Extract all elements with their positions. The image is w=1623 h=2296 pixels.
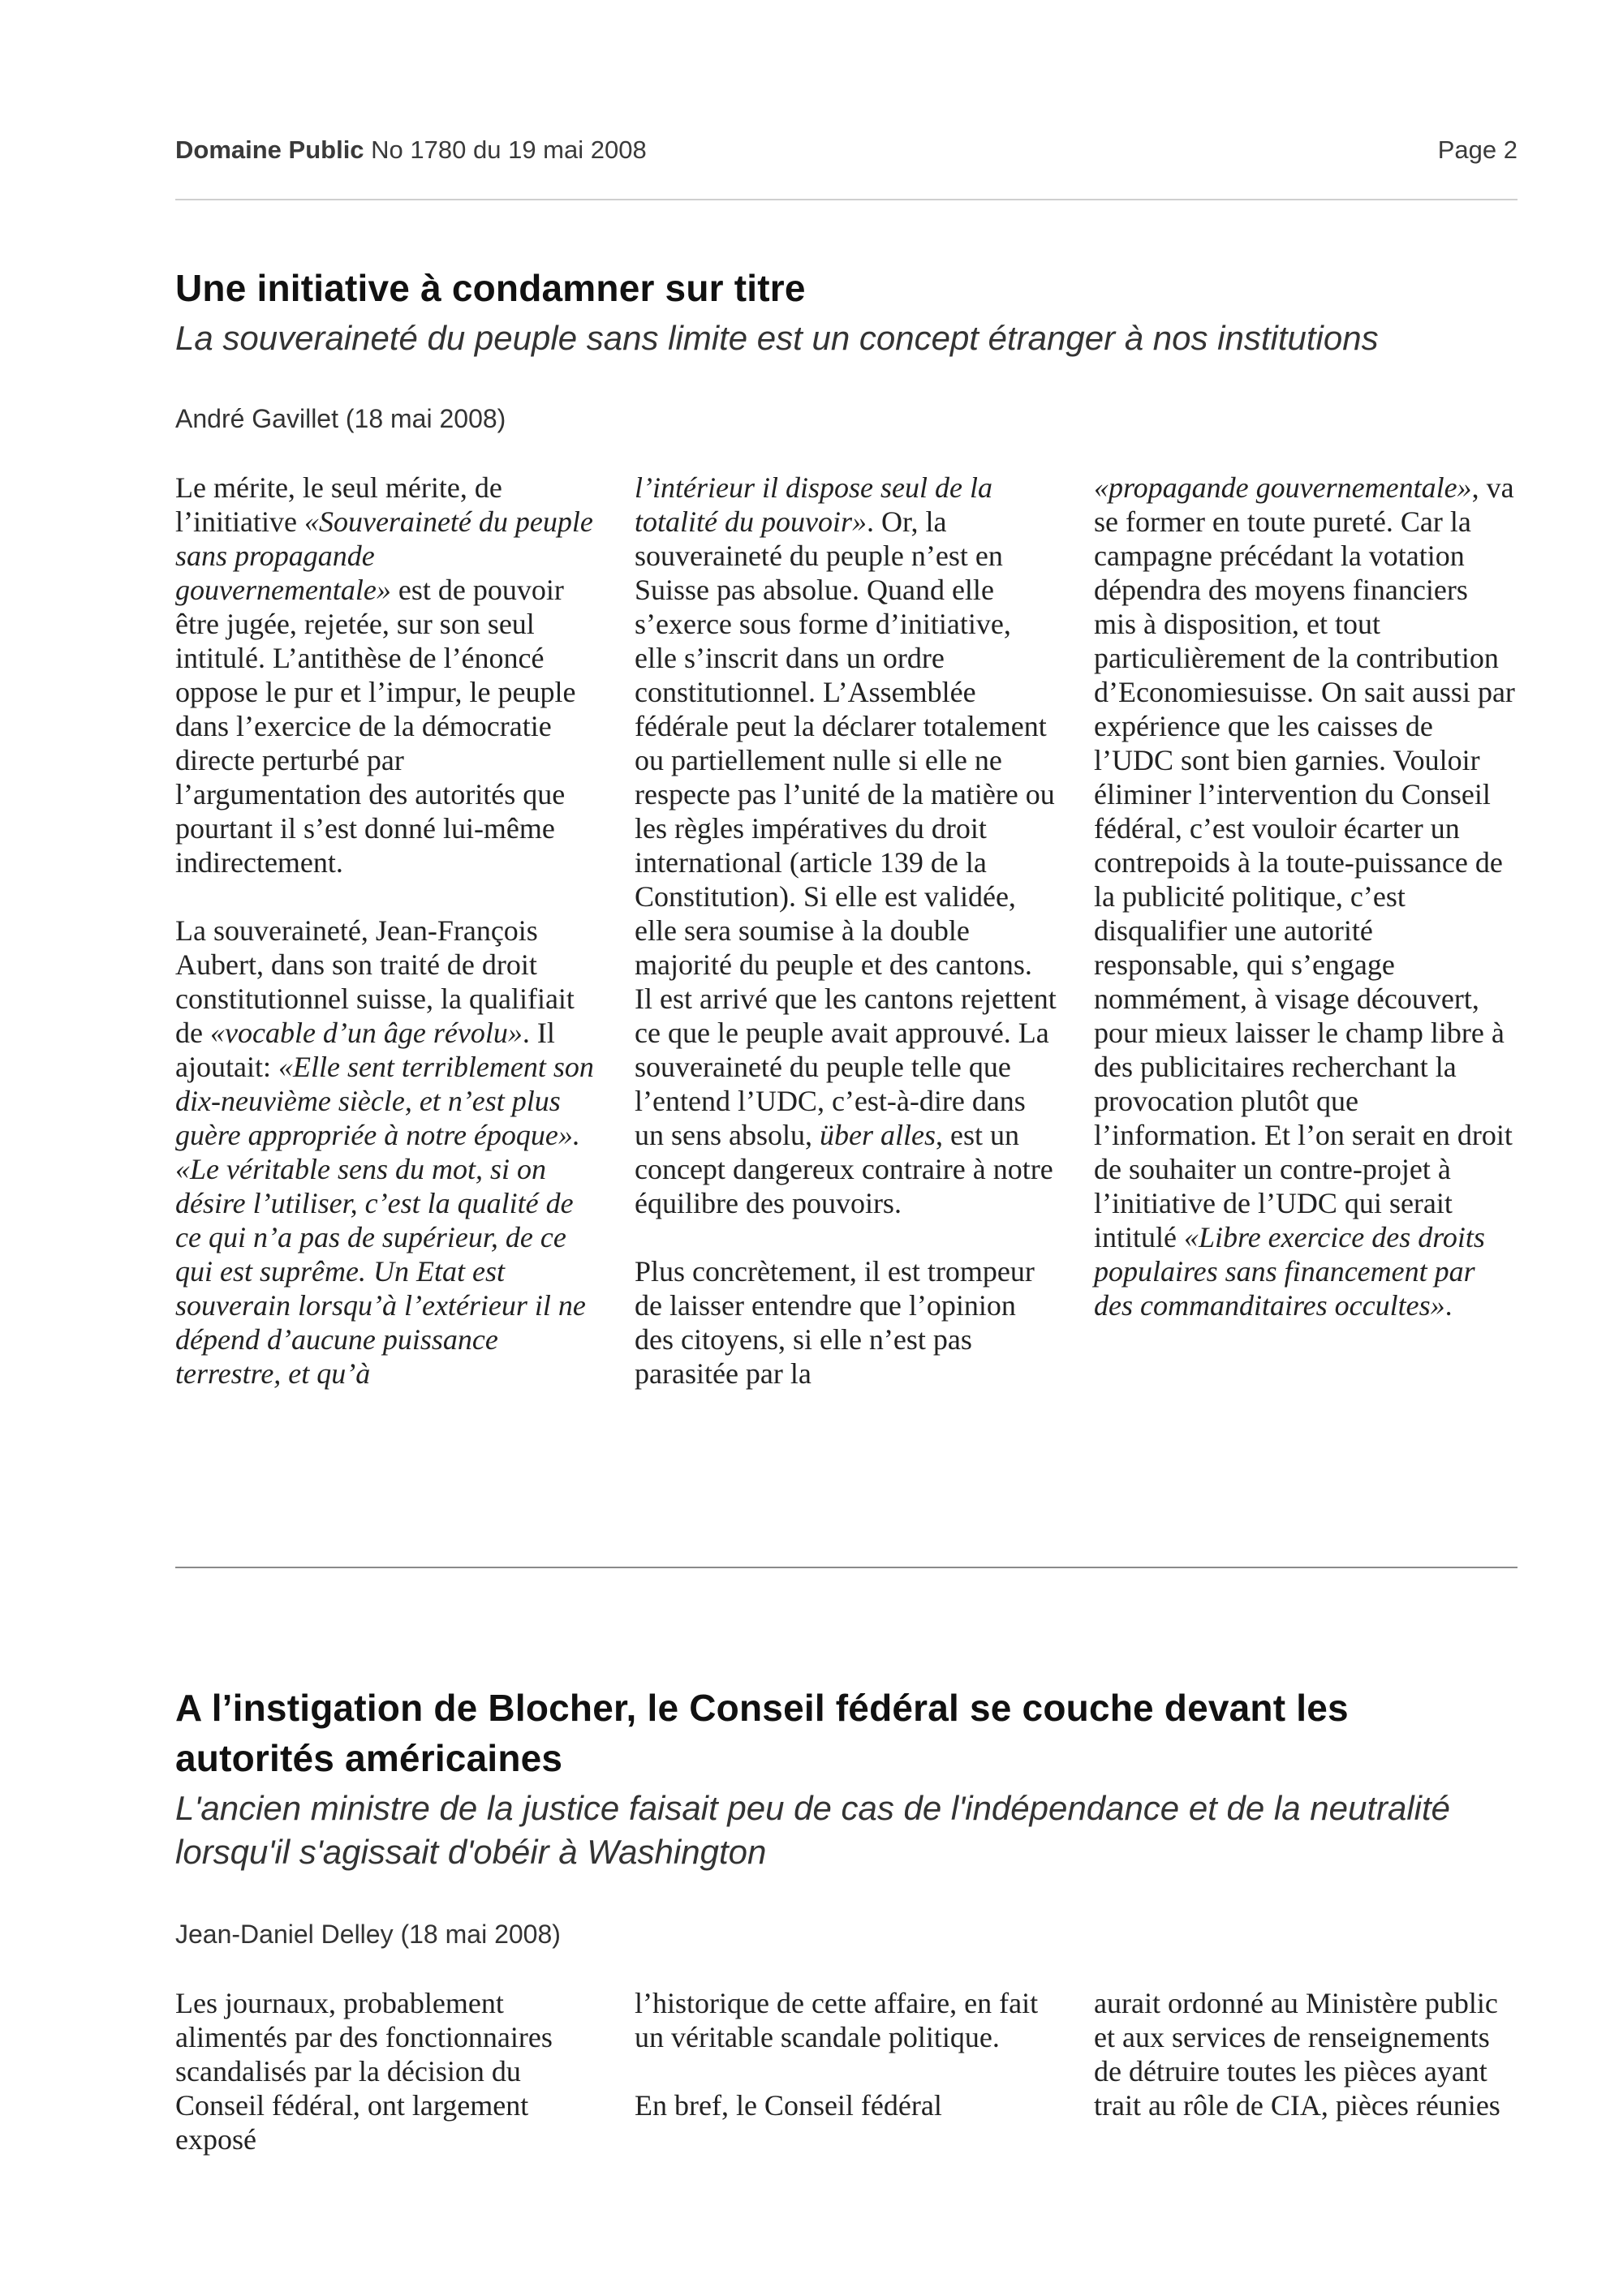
column-3 (1094, 471, 1516, 1391)
article-1 (175, 263, 1518, 1391)
text-run: , va se former en toute pureté. Car la campagne précédant la votation dépendra des moyens financiers mis à disposition, et tout particulièrement de la contribution d’Economiesuisse. On sait aussi par expérience que les caisses de l’UDC sont bien garnies. Vouloir éliminer l’intervention du Conseil fédéral, c’est vouloir écarter un contrepoids à la toute-puissance de la publicité politique, c’est disqualifier une autorité responsable, qui s’engage nommément, à visage découvert, pour mieux laisser le champ libre à des publicitaires recherchant la provocation plutôt que l’information. Et l’on serait en droit de souhaiter un contre-projet à l’initiative de l’UDC qui serait intitulé (1094, 471, 1515, 1253)
article-body (175, 1986, 1518, 2156)
quote-run: l’intérieur il dispose seul de la totalité du pouvoir» (635, 471, 992, 538)
text-run: La souveraineté, Jean-François Aubert, dans son traité de droit constitutionnel suisse, la qualifiait de (175, 914, 575, 1049)
column-1 (175, 1986, 597, 2156)
paragraph: En bref, le Conseil fédéral (635, 2089, 942, 2122)
paragraph: Les journaux, probablement alimentés par des fonctionnaires scandalisés par la décision du Conseil fédéral, ont largement exposé (175, 1987, 553, 2156)
quote-run: «vocable d’un âge révolu» (209, 1017, 523, 1049)
article-title: A l’instigation de Blocher, le Conseil fédéral se couche devant les autorités américaines (175, 1687, 1349, 1779)
quote-run: «propagande gouvernementale» (1094, 471, 1472, 504)
text-run: , est un concept dangereux contraire à notre équilibre des pouvoirs. (635, 1119, 1053, 1219)
paragraph: l’historique de cette affaire, en fait un véritable scandale politique. (635, 1987, 1039, 2053)
article-byline: André Gavillet (18 mai 2008) (175, 404, 506, 433)
text-run: est de pouvoir être jugée, rejetée, sur son seul intitulé. L’antithèse de l’énoncé oppose le pur et l’impur, le peuple dans l’exercice de la démocratie directe perturbé par l’argumentation des autorités que pourtant il s’est donné lui-même indirectement. (175, 574, 576, 879)
article-subtitle: L'ancien ministre de la justice faisait peu de cas de l'indépendance et de la neutralité lorsqu'il s'agissait d'obéir à Washington (175, 1789, 1451, 1871)
paragraph: Plus concrètement, il est trompeur de laisser entendre que l’opinion des citoyens, si elle n’est pas parasitée par la (635, 1255, 1035, 1390)
running-header (175, 133, 1518, 167)
publication-name: Domaine Public (175, 135, 364, 164)
article-title: Une initiative à condamner sur titre (175, 267, 806, 309)
publication-line (175, 135, 647, 165)
article-body (175, 471, 1518, 1391)
text-run: Le mérite, le seul mérite, de l’initiative (175, 471, 502, 538)
paragraph (635, 471, 1057, 1220)
article-byline: Jean-Daniel Delley (18 mai 2008) (175, 1920, 561, 1949)
quote-run: «Elle sent terriblement son dix-neuvième siècle, et n’est plus guère appropriée à notre époque». «Le véritable sens du mot, si on désire l’utiliser, c’est la qualité de ce qui n’a pas de supérieur, de ce qui est suprême. Un Etat est souverain lorsqu’à l’extérieur il ne dépend d’aucune puissance terrestre, et qu’à (175, 1051, 594, 1390)
text-run: . Il ajoutait: (175, 1017, 555, 1083)
column-3 (1094, 1986, 1516, 2156)
page-number: Page 2 (1437, 135, 1518, 164)
paragraph (175, 471, 597, 879)
paragraph: aurait ordonné au Ministère public et aux services de renseignements de détruire toutes les pièces ayant trait au rôle de CIA, pièces réunies (1094, 1987, 1500, 2122)
quote-run: über alles (820, 1119, 936, 1151)
text-run: . (1444, 1289, 1453, 1322)
issue-info: No 1780 du 19 mai 2008 (371, 135, 647, 164)
article-2 (175, 1683, 1518, 2156)
paragraph (1094, 471, 1516, 1322)
column-1 (175, 471, 597, 1391)
column-2 (635, 471, 1057, 1391)
quote-run: «Souveraineté du peuple sans propagande gouvernementale» (175, 505, 593, 606)
article-subtitle: La souveraineté du peuple sans limite est un concept étranger à nos institutions (175, 319, 1379, 357)
article-divider (175, 1567, 1518, 1568)
text-run: . Or, la souveraineté du peuple n’est en Suisse pas absolue. Quand elle s’exerce sous forme d’initiative, elle s’inscrit dans un ordre constitutionnel. L’Assemblée fédérale peut la déclarer totalement ou partiellement nulle si elle ne respecte pas l’unité de la matière ou les règles impératives du droit international (article 139 de la Constitution). Si elle est validée, elle sera soumise à la double majorité du peuple et des cantons. Il est arrivé que les cantons rejettent ce que le peuple avait approuvé. La souveraineté du peuple telle que l’entend l’UDC, c’est-à-dire dans un sens absolu, (635, 505, 1057, 1151)
quote-run: «Libre exercice des droits populaires sans financement par des commanditaires occultes» (1094, 1221, 1485, 1322)
paragraph (175, 914, 597, 1391)
column-2 (635, 1986, 1057, 2156)
header-divider (175, 199, 1518, 200)
